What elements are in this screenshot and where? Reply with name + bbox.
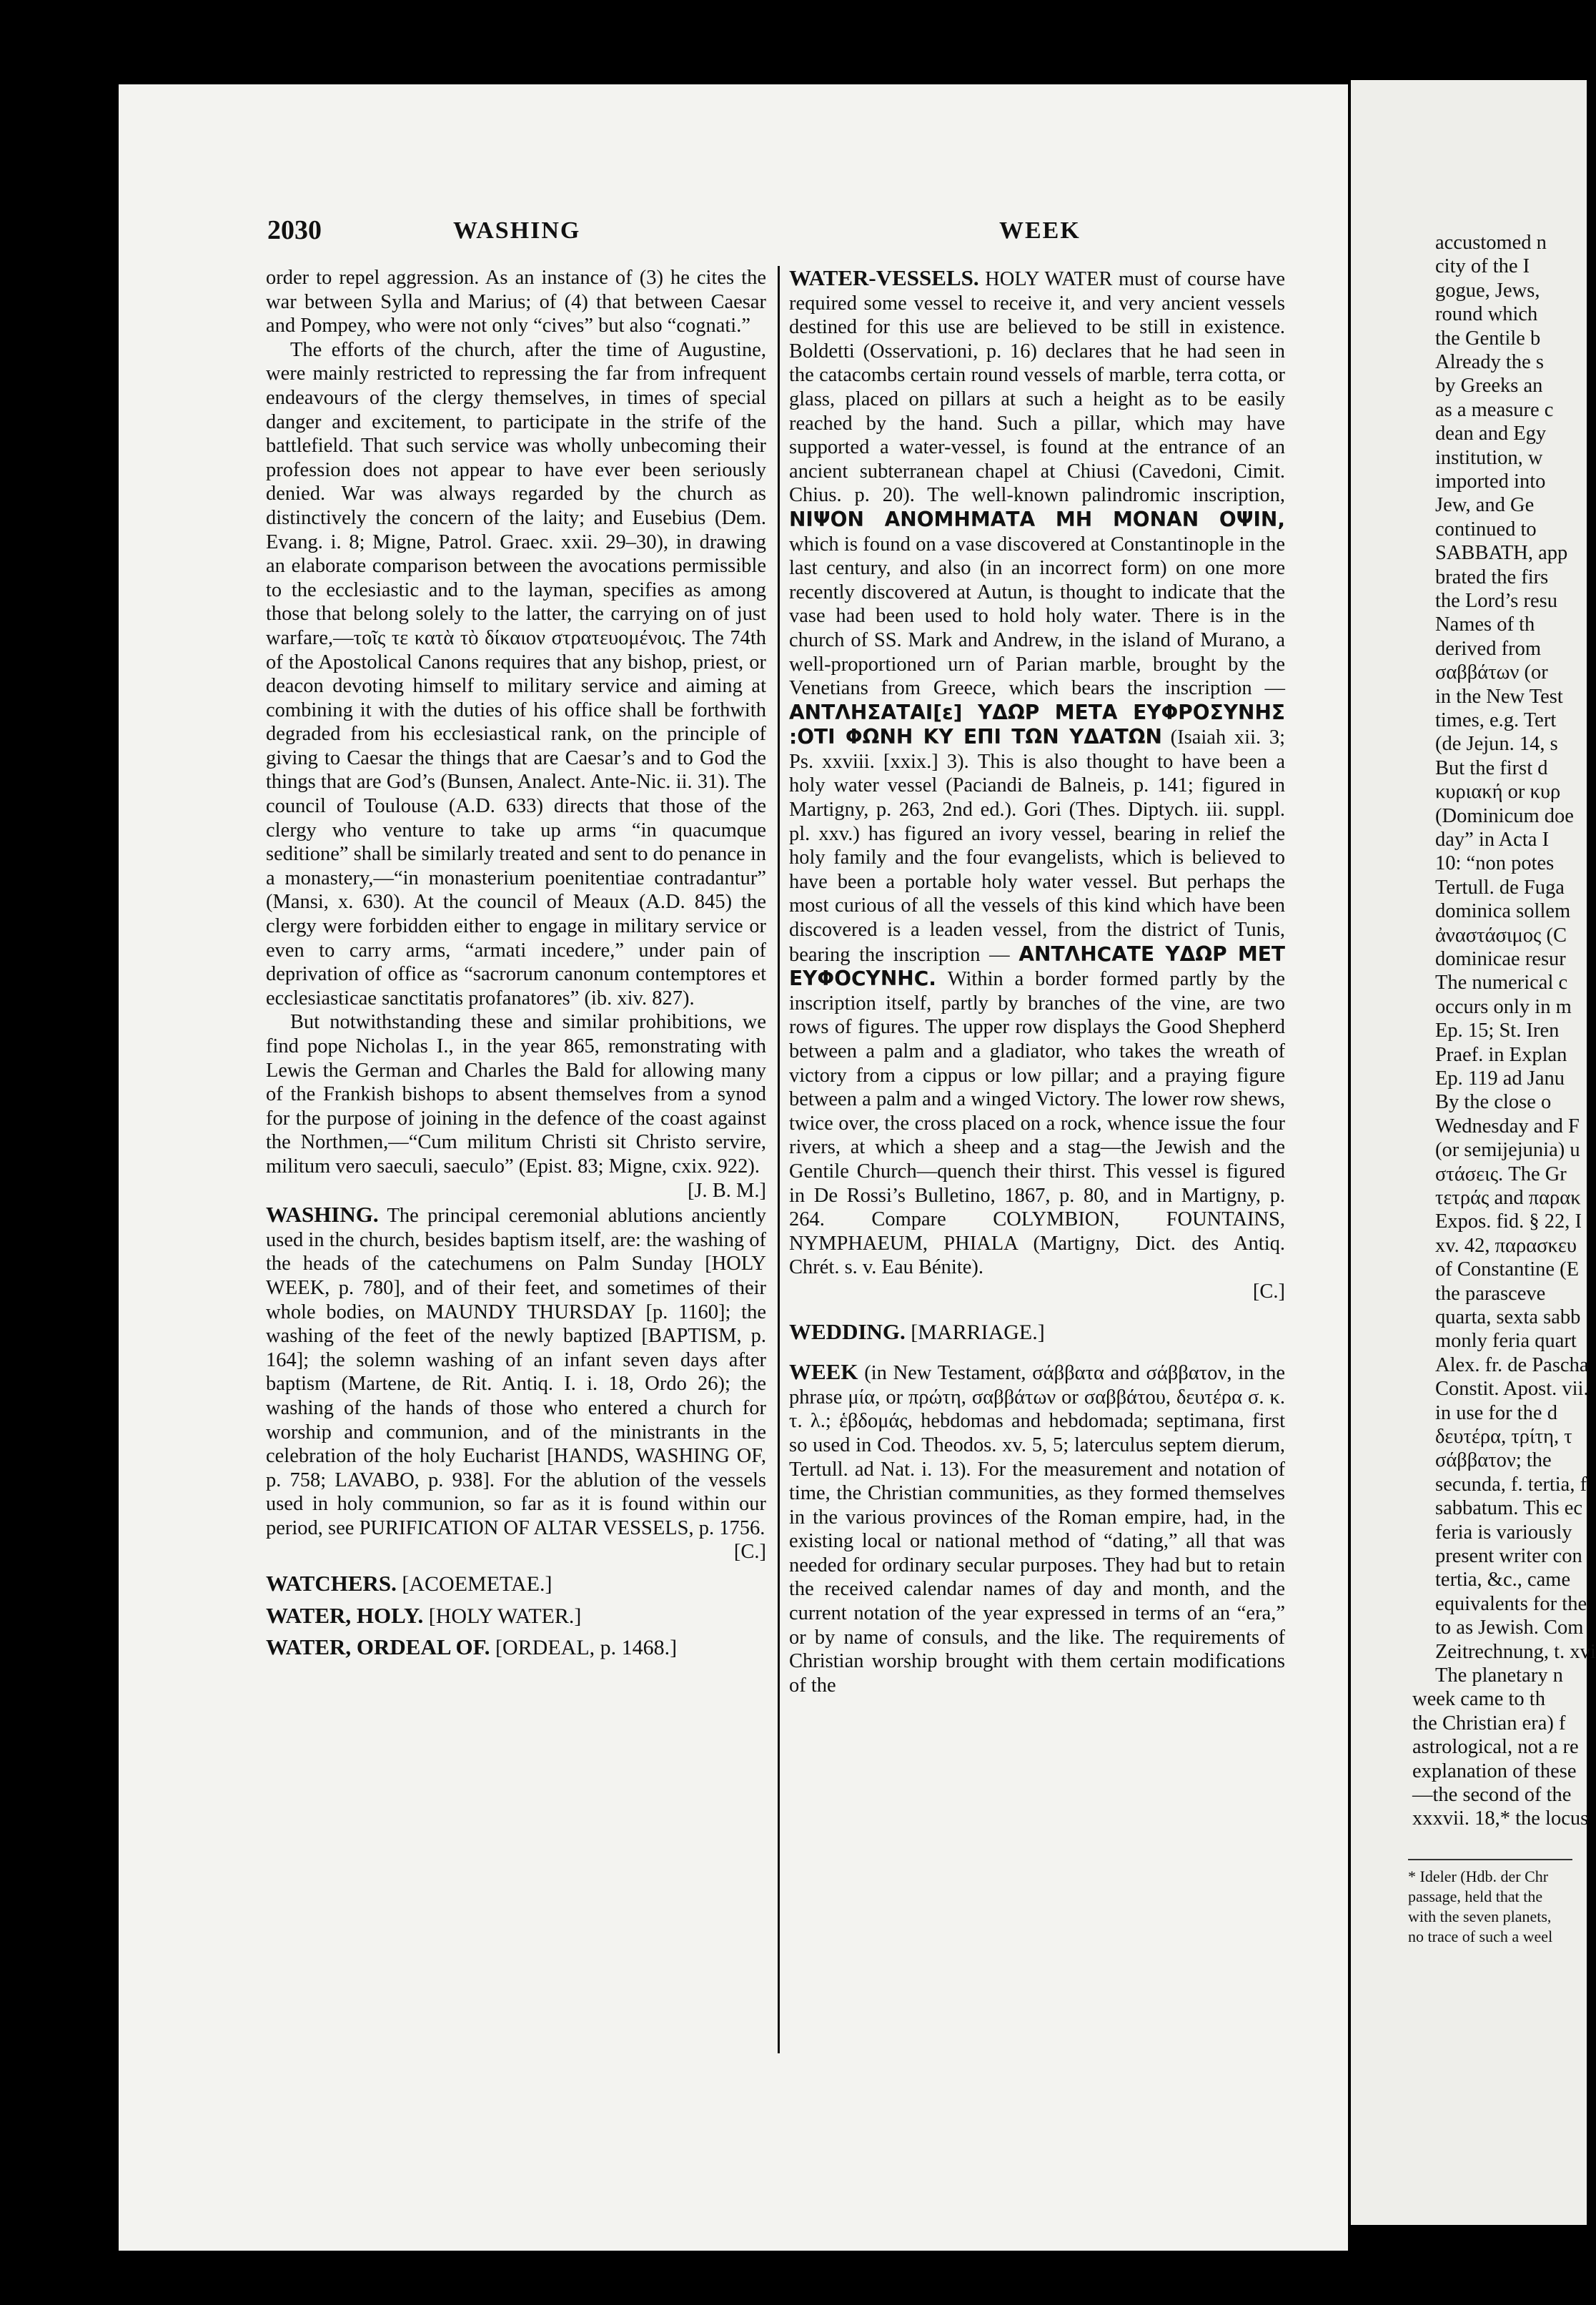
adjacent-page-line: day” in Acta I (1435, 829, 1550, 851)
adjacent-page-line: Wednesday and F (1435, 1115, 1580, 1137)
adjacent-page-line: κυριακή or κυρ (1435, 781, 1561, 804)
adjacent-page-line: continued to (1435, 518, 1537, 541)
adjacent-page-line: tertia, &c., came (1435, 1569, 1571, 1591)
page-number: 2030 (267, 215, 322, 245)
adjacent-page-line: Ep. 15; St. Iren (1435, 1020, 1560, 1042)
adjacent-page-line: gogue, Jews, (1435, 279, 1540, 302)
entry-heading: WATER, ORDEAL OF. (266, 1634, 490, 1660)
adjacent-page-line: Jew, and Ge (1435, 494, 1535, 517)
adjacent-page-line: quarta, sexta sabb (1435, 1306, 1581, 1328)
greek-inscription: ΑΝΤΛΗΣΑΤΑΙ[ε] ΥΔΩΡ ΜΕΤΑ ΕΥΦΡΟΣΥΝΗΣ :ΟΤΙ ΦΩΝΗ ΚΥ ΕΠΙ ΤΩΝ ΥΔΑΤΩΝ (789, 700, 1285, 749)
paragraph: The efforts of the church, after the time of Augustine, were mainly restricted to repressing the far from infrequent endeavours of the clergy themselves, in times of special danger and excitement, to participate in the strife of the battlefield. That such service was wholly unbecoming their profession does not appear to have ever been seriously denied. War was always regarded by the church as distinctively the concern of the laity; and Eusebius (Dem. Evang. i. 8; Migne, Patrol. Graec. xxii. 29–30), in drawing an elaborate comparison between the avocations permissible to the ecclesiastic and to the layman, specifies as among those that belong solely to the latter, the carrying on of just warfare,—τοῖς τε κατὰ τὸ δίκαιον στρατευομένοις. The 74th of the Apostolical Canons requires that any bishop, priest, or deacon devoting himself to military service and aiming at combining it with the duties of his office shall be forthwith degraded from his ecclesiastical rank, on the principle of giving to Caesar the things that are Caesar’s and to God the things that are God’s (Bunsen, Analect. Ante-Nic. ii. 31). The council of Toulouse (A.D. 633) directs that those of the clergy who venture to take up arms “in quacumque seditione” shall be similarly treated and sent to do penance in a monastery,—“in monasterium poenitentiae contradantur” (Mansi, x. 630). At the council of Meaux (A.D. 845) the clergy were forbidden either to engage in military service or even to carry arms, “armati incedere,” under pain of deprivation of office as “sacrorum canonum contemptores et ecclesiasticae sanctitatis profanatores” (ib. xiv. 827). (266, 338, 766, 1010)
signature (789, 1280, 1285, 1304)
adjacent-page-line: σαββάτων (or (1435, 661, 1548, 684)
adjacent-page-line: The planetary n (1435, 1664, 1563, 1687)
cross-reference: [MARRIAGE.] (911, 1320, 1045, 1344)
adjacent-page-line: brated the firs (1435, 566, 1549, 588)
running-head-left: WASHING (453, 217, 581, 244)
paragraph: order to repel aggression. As an instance of (3) he cites the war between Sylla and Marius; of (4) that between Caesar and Pompey, who were not only “cives” but also “cognati.” (266, 267, 766, 337)
adjacent-page-line: secunda, f. tertia, f (1435, 1473, 1587, 1496)
signature (266, 1540, 766, 1564)
adjacent-page-line: —the second of the (1412, 1784, 1572, 1806)
entry-text: (in New Testament, σάββατα and σάββατον, in the phrase μία, or πρώτη, σαββάτων or σαββάτου, δευτέρα σ. κ. τ. λ.; ἑβδομάς, hebdomas and hebdomada; septimana, first so used in Cod. Theodos. xv. 5, 5; laterculus septem dierum, Tertull. ad Nat. i. 13). For the measurement and notation of time, the Christian communities, as they formed themselves in the various provinces of the Roman empire, had, in the existing local or national method of “dating,” all that was needed for ordinary secular purposes. They had but to retain the received calendar names of day and month, and the current notation of the year expressed in terms of an “era,” or by name of consuls, and the like. The requirements of Christian worship brought with them certain modifications of the (789, 1362, 1285, 1697)
cross-reference-entry (789, 1320, 1285, 1345)
entry-text: (Isaiah xii. 3; Ps. xxviii. [xxix.] 3). This is also thought to have been a holy water vessel (Paciandi de Balneis, p. 141; figured in Martigny, p. 263, 2nd ed.). Gori (Thes. Diptych. iii. suppl. pl. xxv.) has figured an ivory vessel, bearing in relief the holy family and the four evangelists, which is believed to have been a portable holy water vessel. But perhaps the most curious of all the vessels of this kind which have been discovered is a leaden vessel, from the district of Tunis, bearing the inscription — (789, 726, 1286, 966)
running-header (263, 214, 1327, 257)
adjacent-page-line: sabbatum. This ec (1435, 1497, 1583, 1520)
adjacent-page-footnote-line: passage, held that the (1408, 1887, 1543, 1905)
adjacent-page-line: (or semijejunia) u (1435, 1139, 1580, 1162)
cross-reference: [ACOEMETAE.] (402, 1572, 552, 1596)
signature (266, 1179, 766, 1203)
entry-heading: WASHING. (266, 1202, 379, 1228)
adjacent-page-line: as a measure c (1435, 398, 1554, 421)
adjacent-page-line: Already the s (1435, 351, 1544, 373)
adjacent-page-line: xxxvii. 18,* the locus (1412, 1807, 1589, 1830)
adjacent-page-line: week came to th (1412, 1688, 1545, 1711)
adjacent-page-line: Praef. in Explan (1435, 1043, 1567, 1066)
adjacent-page-line: the parasceve (1435, 1282, 1546, 1305)
adjacent-page-line: monly feria quart (1435, 1330, 1577, 1353)
adjacent-page-line: times, e.g. Tert (1435, 709, 1557, 731)
adjacent-page-footnote-line: no trace of such a weel (1408, 1928, 1553, 1945)
adjacent-page-line: στάσεις. The Gr (1435, 1163, 1567, 1185)
paragraph: But notwithstanding these and similar prohibitions, we find pope Nicholas I., in the year 865, remonstrating with Lewis the German and Charles the Bald for allowing many of the Frankish bishops to absent themselves from a synod for the purpose of joining in the defence of the coast against the Northmen,—“Cum militum Christi sit Christo servire, militum vero saeculi, saeculo” (Epist. 83; Migne, cxix. 922). (266, 1011, 766, 1178)
adjacent-page-line: occurs only in m (1435, 995, 1572, 1018)
adjacent-page-line: SABBATH, app (1435, 542, 1568, 565)
adjacent-page-line: σάββατον; the (1435, 1449, 1552, 1472)
greek-inscription: ΑΝΤΛΗСΑΤΕ ΥΔΩΡ ΜΕΤ ΕΥΦΟСΥΝΗС. (789, 942, 1286, 991)
adjacent-page-line: present writer con (1435, 1545, 1582, 1567)
adjacent-page-line: (de Jejun. 14, s (1435, 733, 1558, 756)
adjacent-page-line: derived from (1435, 637, 1541, 660)
author-initials: [C.] (733, 1541, 766, 1564)
adjacent-page-line: The numerical c (1435, 972, 1568, 994)
adjacent-page-line: in use for the d (1435, 1401, 1557, 1424)
cross-reference-entry (266, 1604, 766, 1629)
adjacent-page-line: by Greeks an (1435, 375, 1543, 398)
cross-reference: [HOLY WATER.] (428, 1604, 582, 1628)
adjacent-page-line: accustomed n (1435, 232, 1547, 254)
adjacent-page-line: feria is variously (1435, 1521, 1572, 1544)
entry-water-vessels (789, 266, 1285, 1280)
adjacent-page-footnote-line: with the seven planets, (1408, 1907, 1552, 1925)
adjacent-page-line: Tertull. de Fuga (1435, 876, 1565, 899)
author-initials: [C.] (1252, 1280, 1285, 1303)
adjacent-page-line: (Dominicum doe (1435, 804, 1574, 827)
adjacent-page-line: the Gentile b (1435, 327, 1541, 350)
adjacent-page-line: dominica sollem (1435, 900, 1571, 923)
entry-heading: WATER, HOLY. (266, 1602, 424, 1628)
adjacent-page-line: δευτέρα, τρίτη, τ (1435, 1426, 1572, 1448)
left-column (266, 266, 766, 1660)
cross-reference: [ORDEAL, p. 1468.] (495, 1636, 678, 1660)
adjacent-page-line: Constit. Apost. vii. (1435, 1378, 1589, 1401)
entry-text: The principal ceremonial ablutions anciently used in the church, besides baptism itself, are: the washing of the heads of the catechumens on Palm Sunday [HOLY WEEK, p. 780], and of their feet, and sometimes of their whole bodies, on MAUNDY THURSDAY [p. 1160]; the washing of the feet of the newly baptized [BAPTISM, p. 164]; the solemn washing of an infant seven days after baptism (Martene, de Rit. Antiq. I. i. 18, Ordo 26); the washing of the hands of those who entered a church for worship and communion, and of the ministrants in the celebration of the holy Eucharist [HANDS, WASHING OF, p. 758; LAVABO, p. 938]. For the ablution of the vessels used in holy communion, so far as it is found within our period, see PURIFICATION OF ALTAR VESSELS, p. 1756. (266, 1205, 766, 1539)
adjacent-page-line: astrological, not a re (1412, 1736, 1579, 1759)
adjacent-page-line: the Lord’s resu (1435, 590, 1557, 612)
entry-text: Within a border formed partly by the inscription itself, partly by branches of the vine, are two rows of figures. The upper row displays the Good Shepherd between a palm and a gladiator, who takes the wreath of victory from a cippus or low pillar; and a praying figure between a palm and a winged Victory. The lower row shews, twice over, the cross placed on a rock, whence issue the four rivers, at which a sheep and a stag—the Jewish and the Gentile Church—quench their thirst. This vessel is figured in De Rossi’s Bulletino, 1867, p. 80, and in Martigny, p. 264. Compare COLYMBION, FOUNTAINS, NYMPHAEUM, PHIALA (Martigny, Dict. des Antiq. Chrét. s. v. Eau Bénite). (789, 968, 1286, 1279)
entry-heading: WEDDING. (789, 1318, 906, 1344)
entry-text: HOLY WATER must of course have required some vessel to receive it, and very ancient vessels destined for this use are believed to be still in existence. Boldetti (Osservationi, p. 16) declares that he had seen in the catacombs certain round vessels of marble, terra cotta, or glass, placed on pillars at such a height as to be easily reached by the hand. Such a pillar, which may have supported a water-vessel, is found at the entrance of an ancient subterranean chapel at Chiusi (Cavedoni, Cimit. Chius. p. 20). The well-known palindromic inscription, (789, 268, 1286, 507)
adjacent-page-line: By the close o (1435, 1091, 1552, 1114)
adjacent-page-line: institution, w (1435, 446, 1543, 469)
adjacent-page-line: equivalents for the (1435, 1592, 1587, 1615)
footnote-rule (1408, 1859, 1572, 1860)
adjacent-page-line: of Constantine (E (1435, 1258, 1580, 1281)
adjacent-page (1351, 80, 1596, 2225)
adjacent-page-line: ἀναστάσιμος (C (1435, 924, 1567, 947)
adjacent-page-line: τετράς and παρακ (1435, 1187, 1581, 1209)
adjacent-page-line: Names of th (1435, 613, 1535, 636)
adjacent-page-line: explanation of these (1412, 1759, 1577, 1782)
entry-heading: WEEK (789, 1359, 858, 1385)
entry-heading: WATER-VESSELS. (789, 265, 979, 290)
adjacent-page-line: 10: “non potes (1435, 852, 1555, 875)
adjacent-page-line: But the first d (1435, 756, 1548, 779)
adjacent-page-line: city of the I (1435, 255, 1530, 278)
adjacent-page-line: Expos. fid. § 22, I (1435, 1210, 1582, 1233)
running-head-right: WEEK (999, 217, 1081, 244)
entry-washing (266, 1203, 766, 1540)
cross-reference-entry (266, 1571, 766, 1596)
adjacent-page-footnote-line: * Ideler (Hdb. der Chr (1408, 1867, 1549, 1885)
adjacent-page-line: dominicae resur (1435, 948, 1566, 970)
adjacent-page-line: imported into (1435, 470, 1546, 493)
adjacent-page-line: the Christian era) f (1412, 1712, 1566, 1734)
author-initials: [J. B. M.] (687, 1179, 766, 1202)
adjacent-page-line: Zeitrechnung, t. xvi (1435, 1640, 1596, 1663)
entry-week (789, 1360, 1285, 1697)
adjacent-page-line: round which (1435, 303, 1538, 326)
adjacent-page-line: to as Jewish. Com (1435, 1617, 1584, 1639)
cross-reference-entry (266, 1635, 766, 1660)
greek-inscription: ΝΙΨΟΝ ΑΝΟΜΗΜΑΤΑ ΜΗ ΜΟΝΑΝ ΟΨΙΝ, (789, 507, 1285, 531)
adjacent-page-line: Alex. fr. de Pascha (1435, 1353, 1589, 1376)
adjacent-page-line: Ep. 119 ad Janu (1435, 1067, 1565, 1090)
adjacent-page-line: dean and Egy (1435, 423, 1547, 445)
entry-heading: WATCHERS. (266, 1571, 397, 1596)
entry-text: which is found on a vase discovered at Constantinople in the last century, and also (in an incorrect form) on one more recently discovered at Autun, is thought to indicate that the vase had been used to hold holy water. There is in the church of SS. Mark and Andrew, in the island of Murano, a well-proportioned urn of Parian marble, brought by the Venetians from Greece, which bears the inscription — (789, 533, 1285, 700)
adjacent-page-line: xv. 42, παρασκευ (1435, 1234, 1577, 1257)
right-column (789, 266, 1285, 1697)
adjacent-page-line: in the New Test (1435, 685, 1563, 708)
column-rule (778, 266, 780, 2053)
